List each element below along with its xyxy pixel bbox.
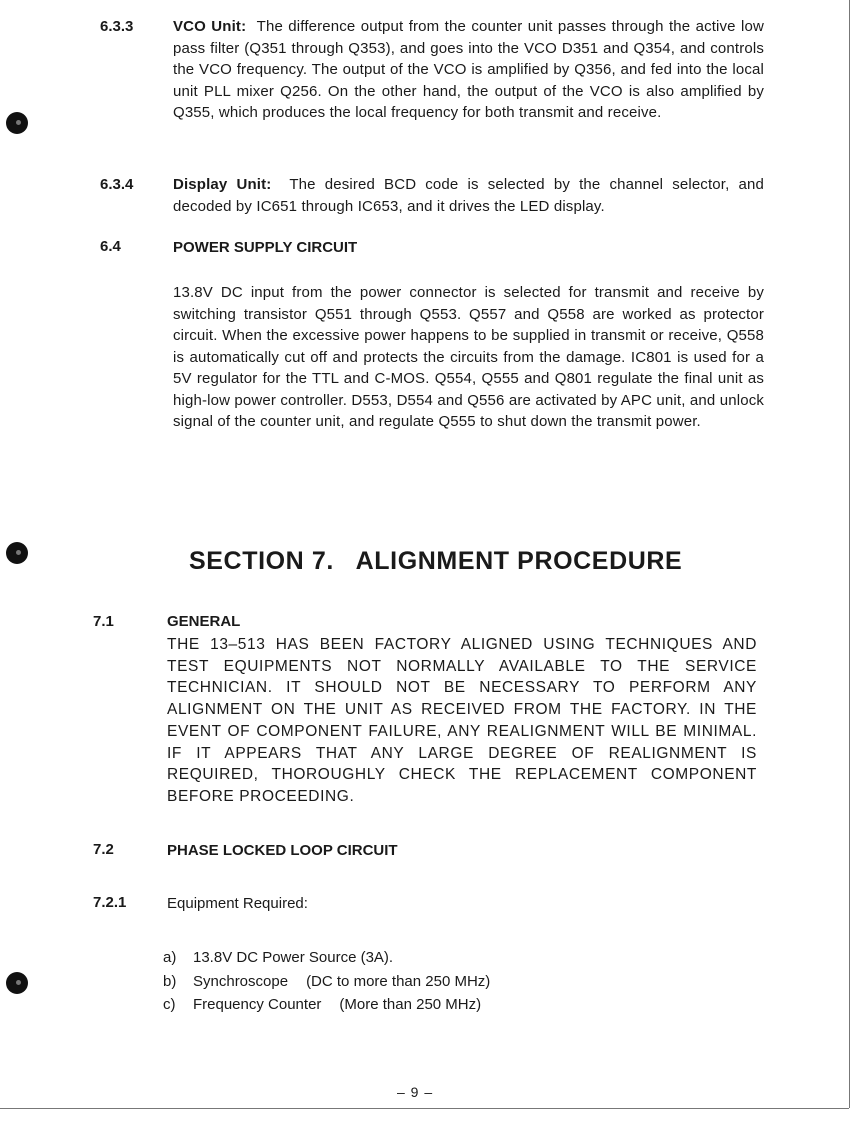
- section-6-3-3-paragraph: [173, 16, 764, 124]
- section-7-2-1-number: 7.2.1: [93, 894, 127, 911]
- section-6-3-4-label: Display Unit:: [173, 176, 272, 193]
- page-number: – 9 –: [397, 1084, 434, 1100]
- section-6-3-4-number: 6.3.4: [100, 176, 134, 193]
- list-item-marker: a): [163, 949, 177, 966]
- section-7-2-1-title: Equipment Required:: [167, 895, 308, 912]
- section-6-3-3-label: VCO Unit:: [173, 18, 247, 35]
- list-item: [163, 970, 490, 994]
- section-7-title: SECTION 7. ALIGNMENT PROCEDURE: [189, 547, 683, 575]
- list-item-spec: (More than 250 MHz): [339, 996, 482, 1013]
- section-6-3-3-text: The difference output from the counter unit passes through the active low pass filter (Q351 through Q353), and goes into the VCO D351 and Q354, and controls the VCO frequency. The output of the VCO is amplified by Q356, and fed into the local unit PLL mixer Q256. On the other hand, the output of the VCO is also amplified by Q355, which produces the local frequency for both transmit and receive.: [173, 18, 764, 121]
- binder-hole-middle: [6, 542, 28, 564]
- list-item-spec: (DC to more than 250 MHz): [306, 972, 491, 990]
- list-item-name: Synchroscope: [193, 972, 289, 990]
- section-7-2-title: PHASE LOCKED LOOP CIRCUIT: [167, 842, 398, 859]
- section-6-3-4-text: The desired BCD code is selected by the channel selector, and decoded by IC651 through IC653, and it drives the LED display.: [173, 176, 764, 215]
- equipment-list: [163, 946, 490, 1017]
- section-7-1-title: GENERAL: [167, 613, 241, 630]
- section-6-4-number: 6.4: [100, 238, 121, 255]
- binder-hole-bottom: [6, 972, 28, 994]
- list-item: [163, 993, 490, 1017]
- section-6-3-3-number: 6.3.3: [100, 18, 134, 35]
- section-6-4-text: 13.8V DC input from the power connector is selected for transmit and receive by switching transistor Q551 through Q553. Q557 and Q558 are worked as protector circuit. When the excessive power happens to be supplied in transmit or receive, Q558 is automatically cut off and protects the circuits from the damage. IC801 is used for a 5V regulator for the TTL and C-MOS. Q554, Q555 and Q801 regulate the final unit as high-low power controller. D553, D554 and Q556 are activated by APC unit, and unlock signal of the counter unit, and regulate Q555 to shut down the transmit power.: [173, 284, 764, 430]
- list-item: [163, 946, 490, 970]
- section-7-1-number: 7.1: [93, 613, 114, 630]
- binder-hole-top: [6, 112, 28, 134]
- section-7-1-text: THE 13–513 HAS BEEN FACTORY ALIGNED USING TECHNIQUES AND TEST EQUIPMENTS NOT NORMALLY AVAILABLE TO THE SERVICE TECHNICIAN. IT SHOULD NOT BE NECESSARY TO PERFORM ANY ALIGNMENT ON THE UNIT AS RECEIVED FROM THE FACTORY. IN THE EVENT OF COMPONENT FAILURE, ANY REALIGNMENT WILL BE MINIMAL. IF IT APPEARS THAT ANY LARGE DEGREE OF REALIGNMENT IS REQUIRED, THOROUGHLY CHECK THE REPLACEMENT COMPONENT BEFORE PROCEEDING.: [167, 636, 757, 805]
- list-item-name: Frequency Counter: [193, 996, 322, 1013]
- page-border-bottom: [0, 1108, 849, 1109]
- list-item-name: 13.8V DC Power Source (3A).: [193, 949, 394, 966]
- list-item-marker: c): [163, 996, 176, 1013]
- page-border-right: [849, 0, 850, 1108]
- list-item-marker: b): [163, 972, 177, 990]
- section-6-4-title: POWER SUPPLY CIRCUIT: [173, 239, 358, 256]
- section-7-2-number: 7.2: [93, 841, 114, 858]
- section-6-3-4-paragraph: [173, 174, 764, 217]
